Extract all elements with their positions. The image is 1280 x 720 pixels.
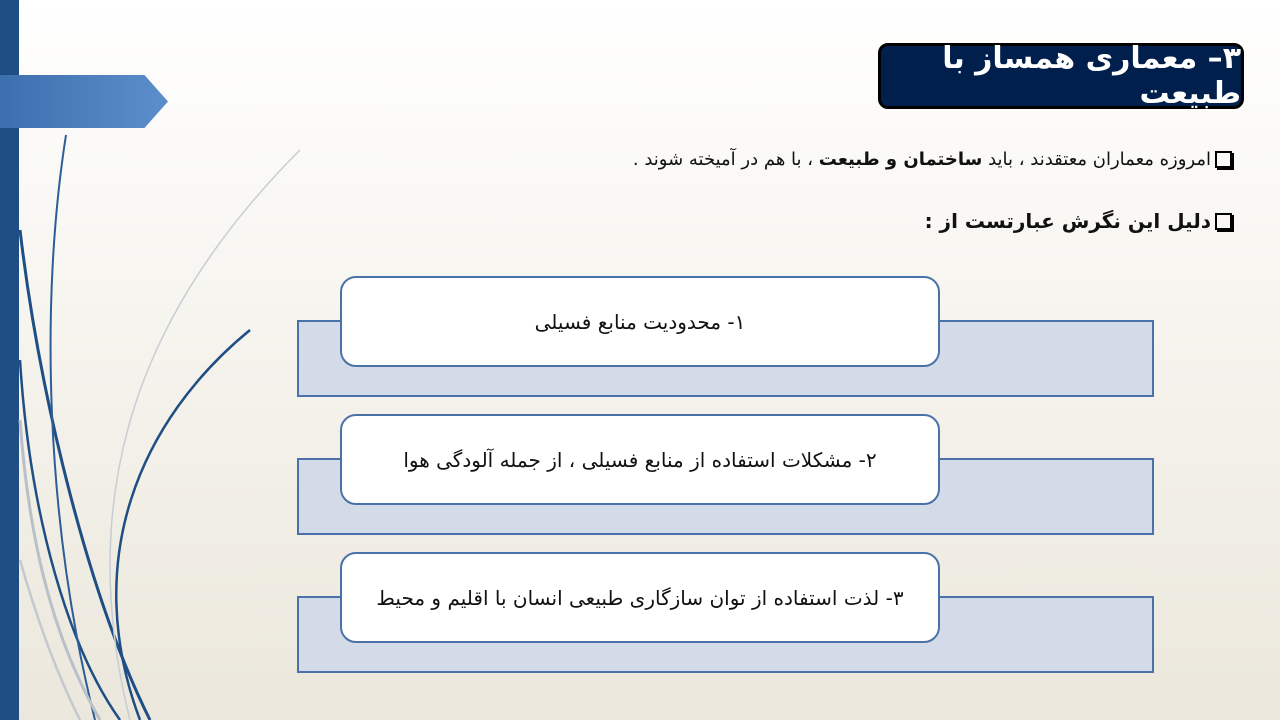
list-item-2: ۲- مشکلات استفاده از منابع فسیلی ، از جمله آلودگی هوا <box>340 414 940 505</box>
reason-bullet <box>925 209 1232 233</box>
intro-bullet <box>633 149 1232 170</box>
list-item-1: ۱- محدودیت منابع فسیلی <box>340 276 940 367</box>
list-item-3: ۳- لذت استفاده از توان سازگاری طبیعی انسان با اقلیم و محیط <box>340 552 940 643</box>
swoosh-decoration <box>0 0 320 720</box>
intro-emphasis: ساختمان و طبیعت <box>818 149 983 170</box>
square-bullet-icon <box>1215 213 1232 230</box>
intro-text-start: امروزه معماران معتقدند ، باید <box>982 149 1211 170</box>
intro-text-end: ، با هم در آمیخته شوند . <box>632 149 819 170</box>
square-bullet-icon <box>1215 151 1232 168</box>
slide-title: ۳– معماری همساز با طبیعت <box>878 43 1244 109</box>
intro-text <box>633 149 1211 170</box>
reason-heading: دلیل این نگرش عبارتست از : <box>924 209 1211 233</box>
